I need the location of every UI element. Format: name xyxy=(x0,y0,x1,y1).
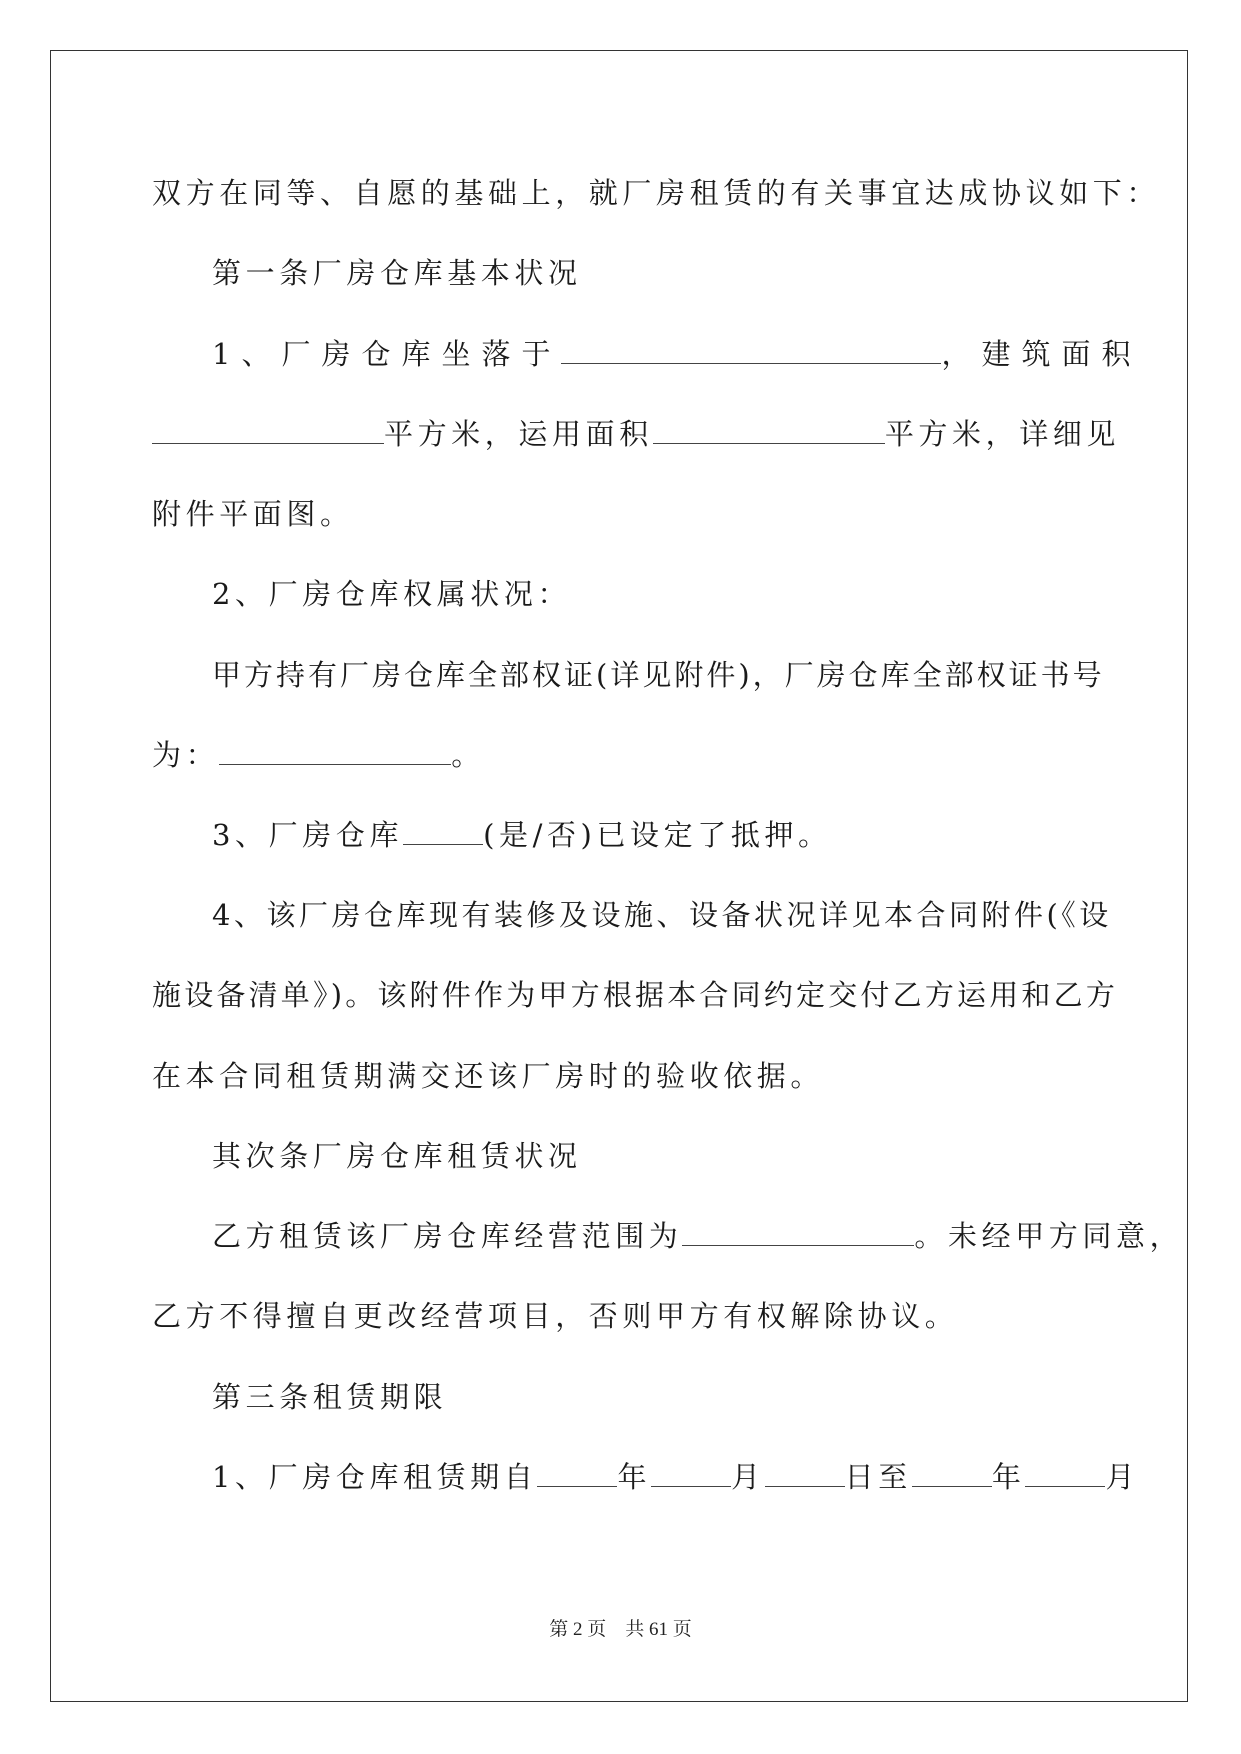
text: (是/否)已设定了抵押。 xyxy=(483,818,832,852)
section-heading xyxy=(212,1377,447,1417)
text: 年 xyxy=(617,1460,652,1494)
paragraph-line xyxy=(152,494,354,534)
text: 平方米，运用面积 xyxy=(384,417,653,451)
text: 乙方租赁该厂房仓库经营范围为 xyxy=(212,1219,683,1253)
paragraph-line xyxy=(152,1296,958,1336)
text: 3、厂房仓库 xyxy=(212,818,404,852)
text: 施设备清单》)。该附件作为甲方根据本合同约定交付乙方运用和乙方 xyxy=(152,978,1119,1012)
fill-blank xyxy=(653,417,885,444)
text: 第一条厂房仓库基本状况 xyxy=(212,256,582,290)
text: 为： xyxy=(152,738,220,772)
paragraph-line xyxy=(152,414,1120,454)
text: 。 xyxy=(451,738,485,772)
paragraph-line xyxy=(212,815,832,855)
section-heading xyxy=(212,1136,582,1176)
text: 月 xyxy=(1105,1460,1140,1494)
fill-blank xyxy=(537,1460,617,1487)
fill-blank xyxy=(912,1460,992,1487)
paragraph-line xyxy=(212,574,571,614)
fill-blank xyxy=(403,818,483,845)
page-border xyxy=(50,50,1188,1702)
text: 。未经甲方同意， xyxy=(914,1219,1184,1253)
text: 甲方持有厂房仓库全部权证(详见附件)，厂房仓库全部权证书号 xyxy=(212,658,1105,692)
text: 乙方不得擅自更改经营项目，否则甲方有权解除协议。 xyxy=(152,1299,959,1333)
text: 年 xyxy=(991,1460,1026,1494)
text: 1、厂房仓库租赁期自 xyxy=(212,1460,538,1494)
paragraph-line xyxy=(212,1457,1139,1497)
text: 1、厂房仓库坐落于 xyxy=(212,337,562,371)
fill-blank xyxy=(765,1460,845,1487)
fill-blank xyxy=(152,417,384,444)
fill-blank xyxy=(219,738,451,765)
paragraph-line xyxy=(212,655,1105,695)
text: 附件平面图。 xyxy=(152,497,354,531)
paragraph-line xyxy=(152,173,1160,213)
section-heading xyxy=(212,253,582,293)
fill-blank xyxy=(1025,1460,1105,1487)
paragraph-line xyxy=(212,895,1112,935)
fill-blank xyxy=(651,1460,731,1487)
text: 2、厂房仓库权属状况： xyxy=(212,577,572,611)
text: ，建筑面积 xyxy=(941,337,1142,371)
text: 4、该厂房仓库现有装修及设施、设备状况详见本合同附件(《设 xyxy=(212,898,1112,932)
text: 第三条租赁期限 xyxy=(212,1380,448,1414)
paragraph-line xyxy=(212,334,1141,374)
page-number-footer: 第 2 页 共 61 页 xyxy=(549,1619,692,1640)
paragraph-line xyxy=(152,735,485,775)
fill-blank xyxy=(682,1219,914,1246)
paragraph-line xyxy=(212,1216,1183,1256)
paragraph-line xyxy=(152,975,1118,1015)
text: 日至 xyxy=(844,1460,912,1494)
text: 在本合同租赁期满交还该厂房时的验收依据。 xyxy=(152,1059,825,1093)
text: 平方米，详细见 xyxy=(884,417,1121,451)
text: 月 xyxy=(731,1460,765,1494)
fill-blank xyxy=(561,337,941,364)
paragraph-line xyxy=(152,1056,824,1096)
text: 其次条厂房仓库租赁状况 xyxy=(212,1139,582,1173)
text: 双方在同等、自愿的基础上，就厂房租赁的有关事宜达成协议如下： xyxy=(152,176,1161,210)
